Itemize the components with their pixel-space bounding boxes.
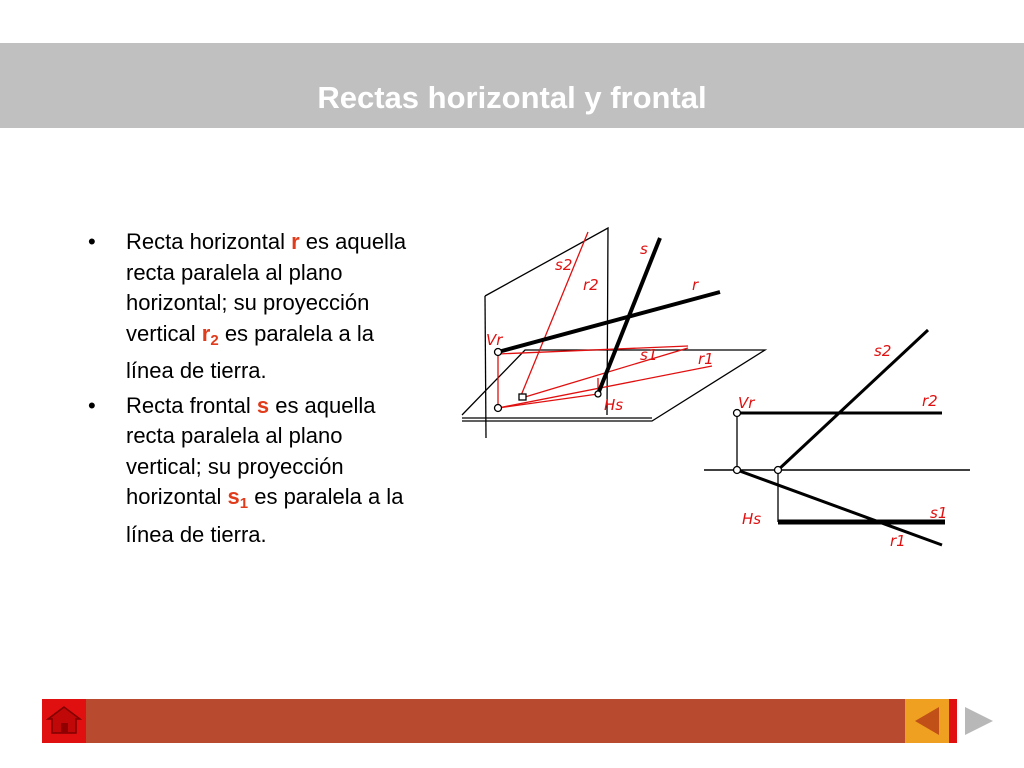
label-vr: Vr xyxy=(486,331,503,349)
highlight-subscript: 1 xyxy=(239,495,249,512)
label-r2-right: r2 xyxy=(922,392,938,410)
bullet-text-part: Recta frontal xyxy=(126,392,257,418)
connector-line xyxy=(498,394,598,408)
bullet-marker: • xyxy=(88,392,96,418)
point-mark xyxy=(519,394,526,400)
bullet-text-part: Recta horizontal xyxy=(126,229,292,254)
home-button[interactable] xyxy=(42,699,86,743)
next-slide-button[interactable] xyxy=(957,699,1001,743)
point-hs xyxy=(595,391,601,397)
label-s2: s2 xyxy=(555,256,573,274)
slide-title: Rectas horizontal y frontal xyxy=(317,80,707,115)
footer-bar xyxy=(42,699,998,743)
bullet-text-part: es aquella recta paralela al plano vertical; su proyección horizontal xyxy=(126,392,376,509)
bullet-text-part: es paralela a la línea de tierra. xyxy=(126,484,404,547)
label-r1-right: r1 xyxy=(890,532,906,550)
line-r xyxy=(498,292,720,352)
label-vr-right: Vr xyxy=(738,394,755,412)
trace-points xyxy=(495,349,602,412)
point-foot-right xyxy=(734,467,741,474)
arrow-right-icon xyxy=(957,699,1001,743)
arrow-left-icon xyxy=(905,699,949,743)
footer-separator xyxy=(949,699,957,743)
vertical-plane-edge xyxy=(485,296,486,438)
vertical-plane xyxy=(485,228,608,415)
label-s1: s1 xyxy=(640,346,658,364)
highlight-letter: r xyxy=(201,320,211,346)
highlight-letter: s xyxy=(227,484,240,509)
line-r1-right xyxy=(737,470,942,545)
line-s2-right xyxy=(778,330,928,470)
label-s2-right: s2 xyxy=(874,342,892,360)
s2-projection-line xyxy=(520,232,588,398)
previous-slide-button[interactable] xyxy=(905,699,949,743)
highlight-s: s xyxy=(256,392,270,418)
point-vr xyxy=(495,349,502,356)
highlight-subscript: 2 xyxy=(210,331,219,349)
label-r2: r2 xyxy=(583,276,599,294)
home-icon xyxy=(42,699,86,743)
label-s1-right: s1 xyxy=(930,504,948,522)
bullet-text-part: es paralela a la línea de tierra. xyxy=(126,320,375,383)
highlight-r: r xyxy=(291,229,300,254)
label-r1: r1 xyxy=(698,350,714,368)
label-hs: Hs xyxy=(604,396,624,414)
point-s-right xyxy=(775,467,782,474)
trace-points-right xyxy=(734,410,782,474)
bullet-marker: • xyxy=(88,229,96,254)
label-s: s xyxy=(640,240,648,258)
bullet-text-part: es aquella recta paralela al plano horizontal; su proyección vertical xyxy=(126,229,407,346)
label-r: r xyxy=(692,276,699,294)
label-hs-right: Hs xyxy=(742,510,762,528)
point-foot xyxy=(495,405,502,412)
perspective-diagram xyxy=(462,228,765,438)
